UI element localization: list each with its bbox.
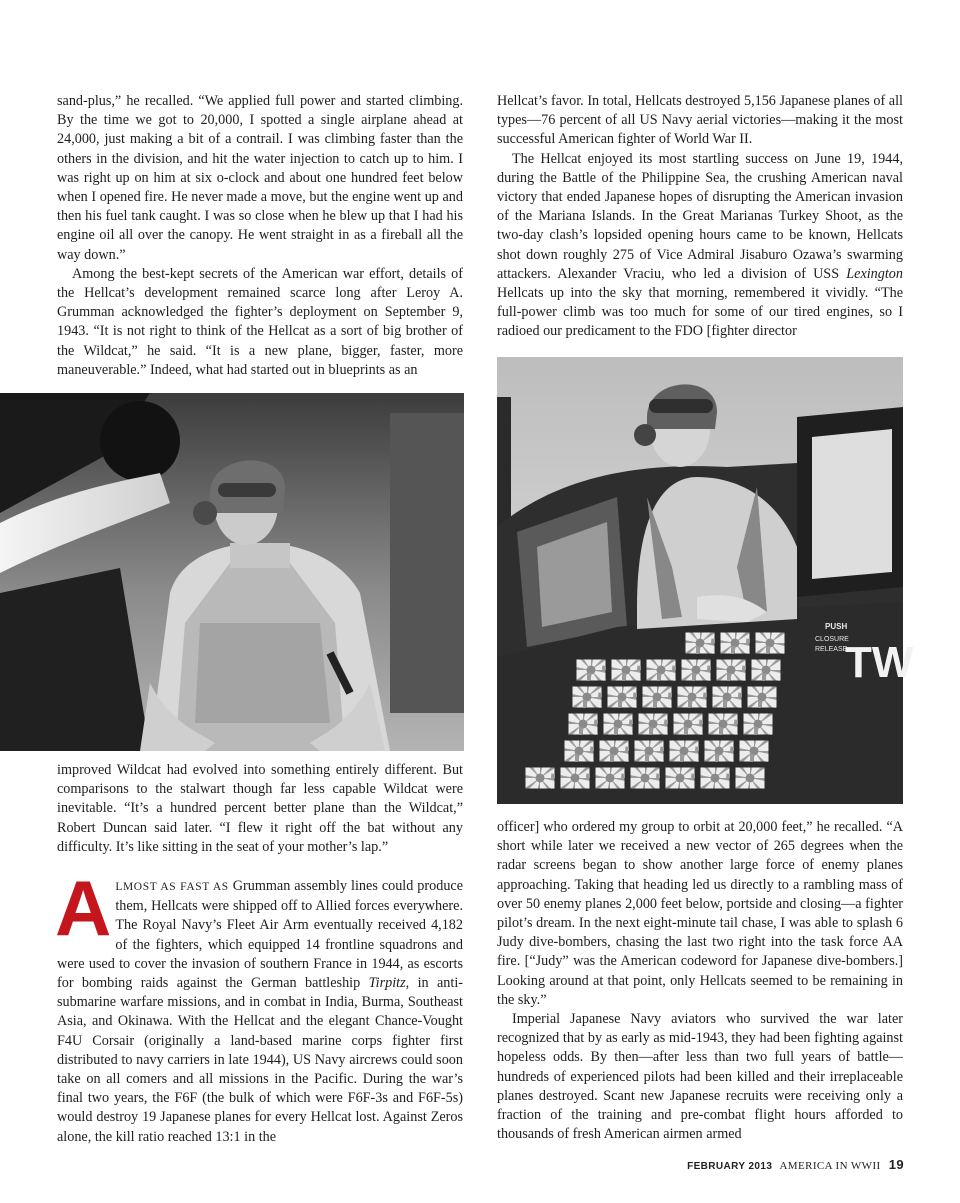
paragraph: Hellcat’s favor. In total, Hellcats destroyed 5,156 Japanese planes of all types—76 percent of all US Navy aerial victories—making it the most successful American fighter of World War II.: [497, 93, 903, 148]
section-start-paragraph: [55, 864, 464, 1147]
text-run: Grumman assembly lines could produce them, Hellcats were shipped off to Allied forces everywhere. The Royal Navy’s Fleet Air Arm eventually received 4,182 of the fighters, which equipped 14 frontline squadrons and were used to cover the invasion of southern France in 1944, as escorts for bombing raids against the German battleship: [57, 878, 464, 992]
fuselage-label: CLOSURE: [815, 636, 849, 643]
page-footer: [687, 1157, 904, 1172]
drop-cap: A: [55, 864, 112, 953]
right-column-top: [497, 92, 903, 342]
pilot-standing-photo: [0, 393, 464, 751]
fuselage-label: PUSH: [825, 622, 848, 631]
page-number: 19: [888, 1157, 904, 1172]
right-column-bottom: [497, 818, 903, 1144]
paragraph: Among the best-kept secrets of the American war effort, details of the Hellcat’s development remained scarce long after Leroy A. Grumman acknowledged the fighter’s deployment on September 9, 1943. “It is not right to think of the Hellcat as a sort of big brother of the Wildcat,” he said. “It is a new plane, bigger, faster, more maneuverable.” Indeed, what had started out in blueprints as an: [57, 265, 463, 378]
footer-date: FEBRUARY 2013: [687, 1161, 773, 1172]
lead-in: LMOST AS FAST AS: [115, 881, 229, 894]
ship-name: Tirpitz: [368, 975, 406, 992]
pilot-cockpit-photo: [497, 357, 914, 804]
left-column-top: [57, 92, 463, 380]
left-column-bottom: [57, 761, 463, 1147]
paragraph: officer] who ordered my group to orbit at 20,000 feet,” he recalled. “A short while later we received a new vector of 265 degrees when the radar screens began to show another large force of enemy planes approaching. Taking that heading led us directly to a rambling mass of over 50 enemy planes 2,000 feet below, portside and closing—a fighter pilot’s dream. In the next eight-minute tail chase, I was able to splash 6 Judy dive-bombers, chasing the last two right into the task force AA fire. [“Judy” was the American codeword for Japanese dive-bombers.] Looking around at that point, only Hellcats seemed to be remaining in the sky.”: [497, 819, 903, 1008]
text-run: Hellcats up into the sky that morning, remembered it vividly. “The full-power climb was too much for some of our tired engines, so I radioed our predicament to the FDO [fighter director: [497, 285, 903, 340]
paragraph: [497, 150, 903, 342]
text-run: , in anti-submarine warfare missions, and in combat in India, Burma, Southeast Asia, and Okinawa. With the Hellcat and the elegant Chance-Vought F4U Corsair (originally a land-based marine corps fighter first distributed to navy carriers in late 1944), US Navy aircrews could soon take on all comers and all missions in the Pacific. During the war’s final two years, the F6F (the bulk of which were F6F-3s and F6F-5s) would destroy 19 Japanese planes for every Hellcat lost. Against Zeros alone, the kill ratio reached 13:1 in the: [57, 975, 463, 1145]
footer-magazine: AMERICA IN WWII: [779, 1160, 881, 1172]
fuselage-letters: TW: [845, 638, 914, 687]
paragraph: improved Wildcat had evolved into something entirely different. But comparisons to the stalwart though far less capable Wildcat were inevitable. “It’s a hundred percent better plane than the Wildcat,” Robert Duncan said later. “I flew it right off the bat without any difficulty. It’s like sitting in the seat of your mother’s lap.”: [57, 762, 463, 855]
fuselage-label: RELEASE: [815, 646, 848, 653]
text-run: The Hellcat enjoyed its most startling success on June 19, 1944, during the Battle of the Philippine Sea, the crushing American naval victory that ended Japanese hopes of disrupting the American invasion of the Mariana Islands. In the Great Marianas Turkey Shoot, as the two-day clash’s lopsided opening hours came to be known, Hellcats shot down roughly 275 of Vice Admiral Jisaburo Ozawa’s swarming attackers. Alexander Vraciu, who led a division of USS: [497, 150, 903, 282]
paragraph: sand-plus,” he recalled. “We applied full power and started climbing. By the time we got to 20,000, I spotted a single airplane ahead at 24,000, just making a bit of a contrail. I was climbing faster than the others in the division, and hit the water injection to catch up to him. I was right up on him at six o-clock and about one hundred feet below when I opened fire. He never made a move, but the engine went up and then his fuel tank caught. I was so close when he blew up that I had his engine oil all over the canopy. He went straight in as a fireball all the way down.”: [57, 93, 463, 263]
ship-name: Lexington: [846, 265, 903, 282]
paragraph: Imperial Japanese Navy aviators who survived the war later recognized that by as early as mid-1943, they had been fighting against hopeless odds. By then—after less than two full years of battle—hundreds of experienced pilots had been killed and their irreplaceable planes destroyed. Scant new Japanese recruits were receiving only a fraction of the training and pre-combat flight hours afforded to thousands of fresh American airmen armed: [497, 1011, 903, 1143]
